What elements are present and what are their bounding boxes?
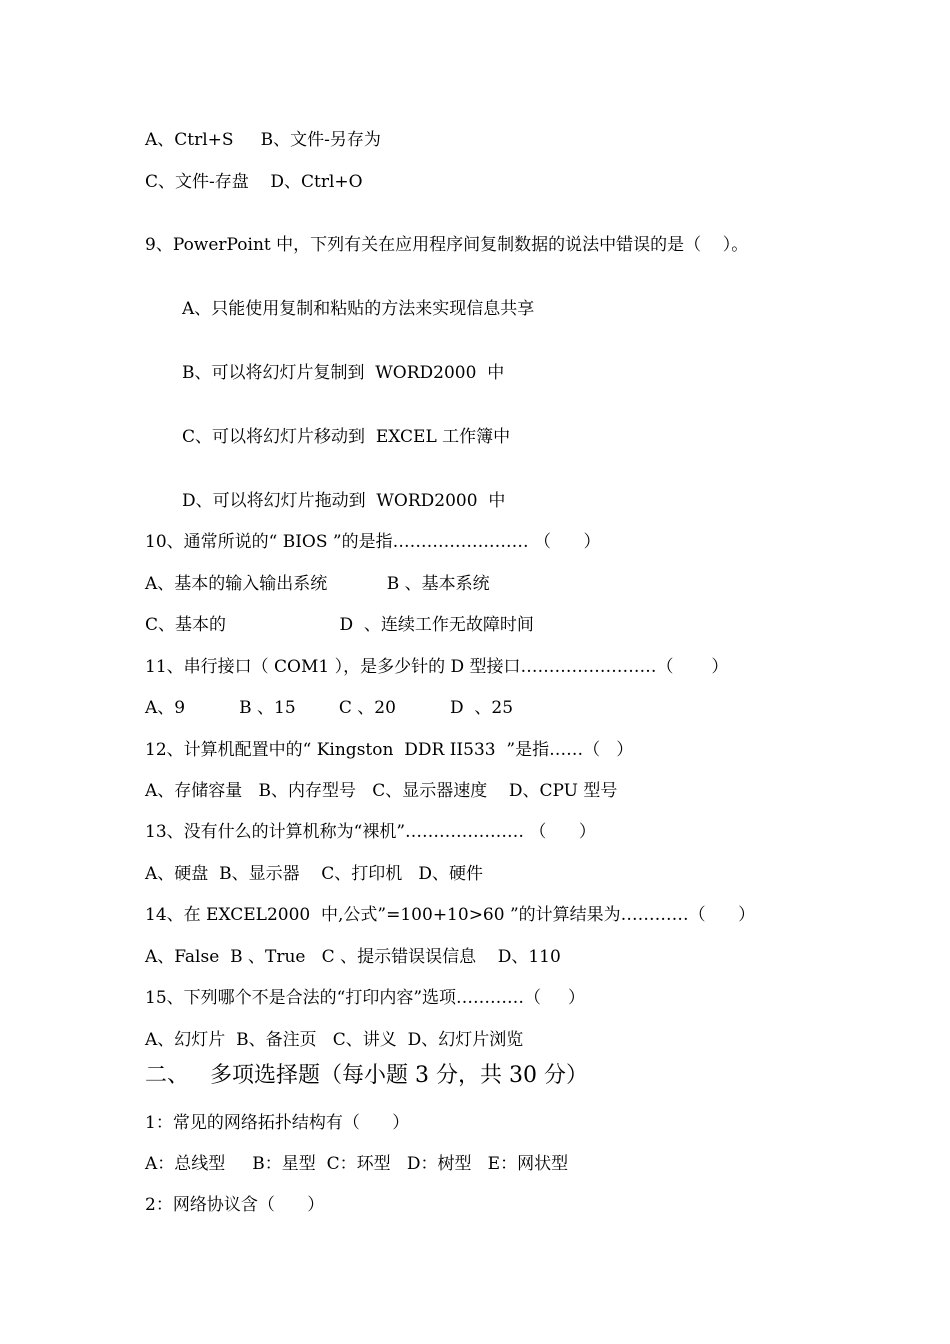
q12-options: A、存储容量 B、内存型号 C、显示器速度 D、CPU 型号 bbox=[145, 781, 618, 801]
q9-option-a: A、只能使用复制和粘贴的方法来实现信息共享 bbox=[182, 299, 535, 319]
q9-option-c: C、可以将幻灯片移动到 EXCEL 工作簿中 bbox=[182, 427, 511, 447]
q13-options: A、硬盘 B、显示器 C、打印机 D、硬件 bbox=[145, 864, 484, 884]
q10-options-ab: A、基本的输入输出系统 B 、基本系统 bbox=[145, 574, 490, 594]
q11-question: 11、串行接口（ COM1 ），是多少针的 D 型接口……………………（ ） bbox=[145, 657, 729, 677]
q15-question: 15、下列哪个不是合法的“打印内容”选项…………（ ） bbox=[145, 988, 586, 1008]
q8-options-ab: A、Ctrl+S B、文件-另存为 bbox=[145, 130, 381, 150]
q11-options: A、9 B 、15 C 、20 D 、25 bbox=[145, 698, 514, 718]
q13-question: 13、没有什么的计算机称为“裸机”………………… （ ） bbox=[145, 822, 596, 842]
q9-option-b: B、可以将幻灯片复制到 WORD2000 中 bbox=[182, 363, 505, 383]
mq1-options: A：总线型 B：星型 C：环型 D：树型 E：网状型 bbox=[145, 1154, 569, 1174]
q9-question: 9、PowerPoint 中，下列有关在应用程序间复制数据的说法中错误的是（ ）。 bbox=[145, 235, 749, 255]
q12-question: 12、计算机配置中的“ Kingston DDR II533 ”是指……（ ） bbox=[145, 740, 634, 760]
mq1-question: 1：常见的网络拓扑结构有（ ） bbox=[145, 1113, 410, 1133]
section-two-heading: 二、 多项选择题（每小题 3 分，共 30 分） bbox=[145, 1063, 588, 1088]
q15-options: A、幻灯片 B、备注页 C、讲义 D、幻灯片浏览 bbox=[145, 1030, 524, 1050]
q10-options-cd: C、基本的 D 、连续工作无故障时间 bbox=[145, 615, 534, 635]
mq2-question: 2：网络协议含（ ） bbox=[145, 1195, 325, 1215]
q14-question: 14、在 EXCEL2000 中,公式”=100+10>60 ”的计算结果为…………（ ） bbox=[145, 905, 756, 925]
q10-question: 10、通常所说的“ BIOS ”的是指…………………… （ ） bbox=[145, 532, 601, 552]
q9-option-d: D、可以将幻灯片拖动到 WORD2000 中 bbox=[182, 491, 506, 511]
q14-options: A、False B 、True C 、提示错误误信息 D、110 bbox=[145, 947, 561, 967]
q8-options-cd: C、文件-存盘 D、Ctrl+O bbox=[145, 172, 363, 192]
